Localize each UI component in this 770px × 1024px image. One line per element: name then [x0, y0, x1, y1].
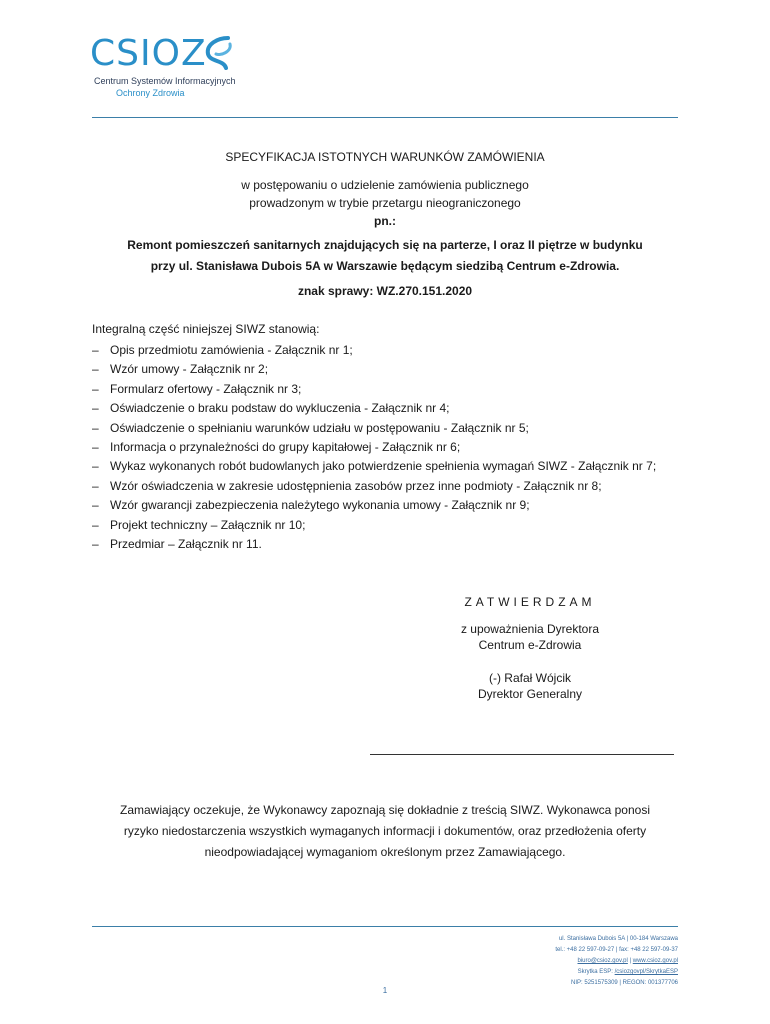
procedure-line1: w postępowaniu o udzielenie zamówienia publicznego: [241, 178, 529, 192]
attachment-item: [92, 380, 692, 399]
footer: [555, 934, 678, 989]
list-dash: –: [92, 343, 99, 357]
attachment-item: [92, 360, 692, 379]
logo-subtitle-line1: Centrum Systemów Informacyjnych: [94, 76, 236, 86]
attachment-item: [92, 341, 692, 360]
list-dash: –: [92, 517, 99, 532]
pn-label: pn.:: [374, 214, 396, 228]
logo-subtitle-line2: Ochrony Zdrowia: [116, 88, 185, 98]
footer-ids: NIP: 5251575309 | REGON: 001377706: [571, 980, 678, 986]
csioz-logo: [90, 34, 240, 100]
attachment-item: [92, 438, 692, 457]
list-dash: –: [92, 459, 99, 474]
notice-line3: nieodpowiadającej wymaganiom określonym przez Zamawiającego.: [204, 845, 566, 859]
attachment-text: Wzór umowy - Załącznik nr 2;: [110, 362, 269, 377]
attachment-item: [92, 457, 692, 476]
attachment-text: Formularz ofertowy - Załącznik nr 3;: [110, 381, 302, 396]
signer-name: (-) Rafał Wójcik: [488, 671, 571, 685]
attachment-text: Wykaz wykonanych robót budowlanych jako potwierdzenie spełnienia wymagań SIWZ - Załącznik nr 7;: [110, 459, 657, 474]
approval-heading: ZATWIERDZAM: [464, 595, 596, 609]
list-dash: –: [92, 478, 99, 493]
signature-line: [370, 754, 674, 755]
logo-wordmark: CSIOZ: [90, 33, 207, 74]
attachment-text: Przedmiar – Załącznik nr 11.: [110, 537, 262, 552]
attachment-text: Projekt techniczny – Załącznik nr 10;: [110, 517, 306, 532]
list-dash: –: [92, 498, 99, 513]
authority-line2: Centrum e-Zdrowia: [478, 638, 582, 652]
list-dash: –: [92, 401, 99, 416]
authority-line1: z upoważnienia Dyrektora: [460, 622, 600, 636]
notice-line1: Zamawiający oczekuje, że Wykonawcy zapoznają się dokładnie z treścią SIWZ. Wykonawca ponosi: [119, 803, 650, 817]
attachment-text: Opis przedmiotu zamówienia - Załącznik nr 1;: [110, 343, 353, 357]
attachment-text: Informacja o przynależności do grupy kapitałowej - Załącznik nr 6;: [110, 440, 461, 455]
attachment-item: [92, 419, 692, 438]
case-number: znak sprawy: WZ.270.151.2020: [297, 284, 473, 298]
page-number: 1: [382, 986, 388, 995]
list-dash: –: [92, 420, 99, 435]
document-title: SPECYFIKACJA ISTOTNYCH WARUNKÓW ZAMÓWIENIA: [225, 150, 545, 164]
attachment-item: [92, 399, 692, 418]
attachment-item: [92, 477, 692, 496]
attachment-item: [92, 535, 692, 554]
attachment-text: Wzór oświadczenia w zakresie udostępnienia zasobów przez inne podmioty - Załącznik nr 8;: [110, 478, 602, 493]
footer-address: ul. Stanisława Dubois 5A | 00-184 Warszawa: [558, 936, 678, 942]
attachment-text: Oświadczenie o braku podstaw do wykluczenia - Załącznik nr 4;: [110, 401, 450, 416]
attachment-text: Oświadczenie o spełnianiu warunków udziału w postępowaniu - Załącznik nr 5;: [110, 420, 529, 435]
attachment-text: Wzór gwarancji zabezpieczenia należytego wykonania umowy - Załącznik nr 9;: [110, 498, 530, 513]
footer-phones: tel.: +48 22 597-09-27 | fax: +48 22 597-09-37: [555, 947, 678, 953]
footer-esp-link[interactable]: /csiozgovpl/SkrytkaESP: [614, 969, 678, 975]
attachments-list: [92, 341, 692, 554]
footer-divider: [92, 926, 678, 927]
list-dash: –: [92, 440, 99, 455]
list-dash: –: [92, 537, 99, 552]
footer-esp-label: Skrytka ESP:: [577, 969, 615, 975]
notice-paragraph: [60, 800, 710, 863]
attachment-item: [92, 516, 692, 535]
footer-email-link[interactable]: biuro@csioz.gov.pl: [577, 958, 628, 964]
signer-title: Dyrektor Generalny: [477, 687, 583, 701]
header-divider: [92, 117, 678, 118]
subject-line2: przy ul. Stanisława Dubois 5A w Warszawie będącym siedzibą Centrum e-Zdrowia.: [150, 259, 620, 273]
attachment-item: [92, 496, 692, 515]
notice-line2: ryzyko niedostarczenia wszystkich wymaganych informacji i dokumentów, oraz przedłożenia oferty: [123, 824, 647, 838]
list-dash: –: [92, 381, 99, 396]
attachments-intro: Integralną część niniejszej SIWZ stanowią:: [92, 322, 320, 336]
procedure-line2: prowadzonym w trybie przetargu nieograniczonego: [249, 196, 521, 210]
logo-swoosh-icon: [200, 34, 234, 74]
footer-separator: |: [629, 958, 632, 964]
list-dash: –: [92, 362, 99, 377]
subject-line1: Remont pomieszczeń sanitarnych znajdujących się na parterze, I oraz II piętrze w budynku: [127, 238, 643, 252]
footer-website-link[interactable]: www.csioz.gov.pl: [632, 958, 678, 964]
